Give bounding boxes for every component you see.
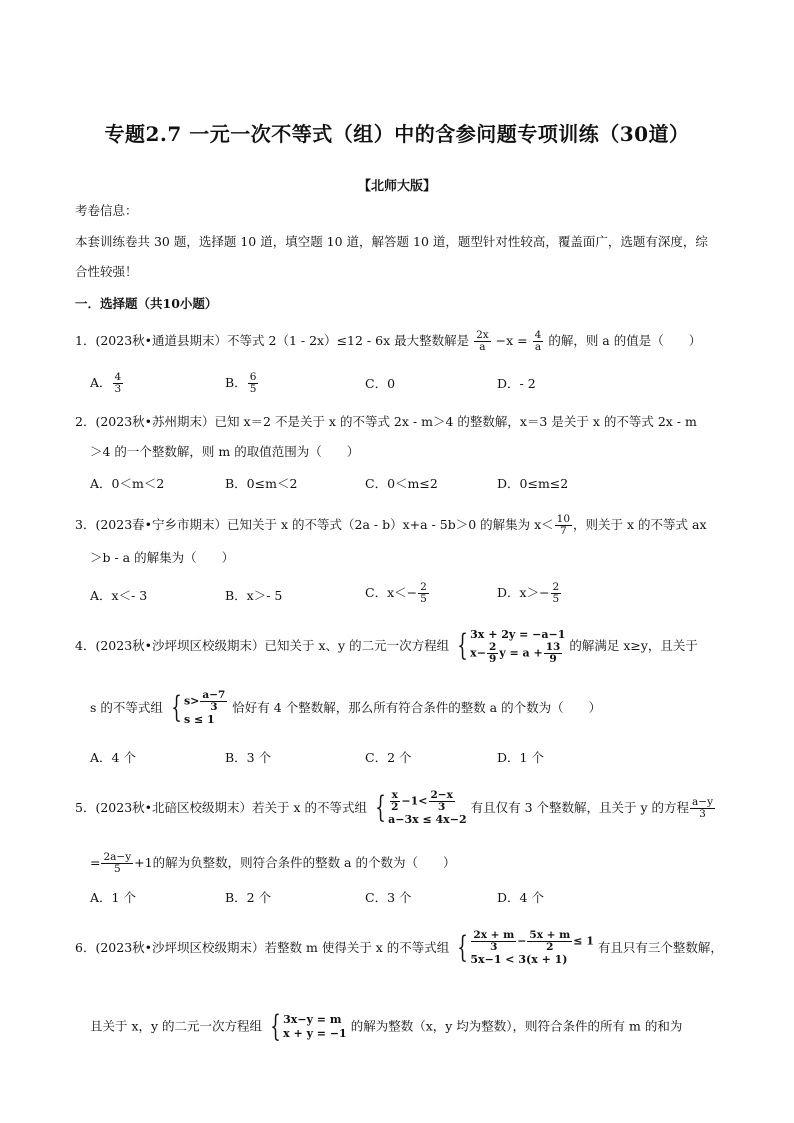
q1-mid: −x =	[495, 333, 528, 349]
q6-inequality-system	[453, 930, 594, 967]
q6-eq-lines	[283, 1013, 347, 1041]
question-2-line-2: ＞4 的一个整数解，则 m 的取值范围为（ ）	[90, 444, 360, 459]
q5-eq2-num: 2a−y	[103, 851, 132, 863]
q5-line2-suffix: +1的解为负整数，则符合条件的整数 a 的个数为（ ）	[134, 855, 456, 871]
edition-label: 【北师大版】	[357, 179, 436, 194]
q6-line2-suffix: 的解为整数（x，y 均为整数），则符合条件的所有 m 的和为	[350, 1018, 683, 1034]
q6-sys-eq2: x + y = −1	[283, 1027, 347, 1040]
q5-eq2-frac	[101, 852, 133, 875]
q3-optC-den: 5	[420, 593, 427, 606]
q4-sys2-b: y = a +	[499, 646, 543, 660]
q3-optD-num: 2	[552, 581, 560, 593]
q3-line1-suffix: ，则关于 x 的不等式 ax	[573, 517, 707, 533]
q4-sys-eq2	[470, 642, 565, 665]
q4-sys2-frac	[487, 642, 498, 665]
q4-ineq1-a: s>	[183, 694, 200, 708]
q6-ineq1	[470, 930, 594, 953]
q3-option-c-frac	[418, 582, 429, 605]
q6-ineq1-end: ≤ 1	[573, 934, 594, 948]
q6-ineq1-b-num: 5x + m	[529, 929, 571, 941]
q6-ineq1-a-num: 2x + m	[473, 929, 515, 941]
q4-suffix: 的解满足 x≥y，且关于	[569, 637, 698, 653]
q1-option-a-frac	[113, 372, 124, 395]
q4-line2-prefix: s 的不等式组	[90, 699, 163, 715]
q1-prefix: 1．(2023秋•通道县期末）不等式 2（1 - 2x）≤12 - 6x 最大整数解是	[75, 333, 470, 349]
q4-sys2-frac2-den: 9	[549, 652, 557, 665]
q4-sys2-frac-num: 2	[488, 640, 497, 653]
q6-prefix: 6．(2023秋•沙坪坝区校级期末）若整数 m 使得关于 x 的不等式组	[75, 939, 450, 955]
q5-ineq1	[388, 790, 467, 813]
q6-suffix: 有且只有三个整数解，	[597, 939, 723, 955]
q3-optC-num: 2	[420, 581, 427, 593]
q5-ineq-lines	[388, 790, 467, 827]
page-title: 专题2.7 一元一次不等式（组）中的含参问题专项训练（30道）	[104, 122, 690, 146]
q5-inequality-system	[371, 790, 467, 827]
q1-frac2-den: a	[534, 341, 542, 354]
q3-frac-num: 10	[556, 513, 571, 525]
q4-option-a: A．4 个	[90, 750, 136, 765]
q3-option-c	[365, 582, 430, 605]
q4-ineq-brace: {	[171, 690, 182, 726]
q4-ineq1-den: 3	[210, 701, 218, 714]
q6-brace: {	[457, 930, 469, 966]
question-3-line-2: ＞b - a 的解集为（ ）	[90, 550, 235, 565]
info-label: 考卷信息：	[75, 203, 138, 218]
q1-option-b-label: B．	[225, 375, 247, 391]
q6-ineq1-frac-a	[471, 930, 516, 953]
q5-ineq2: a−3x ≤ 4x−2	[388, 813, 467, 827]
question-6-line-2	[90, 1009, 683, 1044]
q3-line1-prefix: 3．(2023春•宁乡市期末）已知关于 x 的不等式（2a - b）x+a - 5b＞0 的解集为 x＜	[75, 517, 554, 533]
q3-fraction	[555, 514, 572, 537]
q3-option-d-frac	[551, 582, 562, 605]
q5-option-d: D．4 个	[497, 890, 544, 905]
question-5-line-1	[75, 790, 716, 827]
q6-ineq-lines	[470, 930, 594, 967]
q5-eq-frac	[690, 797, 715, 820]
question-6-line-1	[75, 930, 723, 967]
q4-sys2-frac2	[544, 642, 563, 665]
q4-brace: {	[457, 628, 468, 664]
q6-ineq1-b-den: 2	[546, 941, 554, 954]
question-3-line-1	[75, 514, 707, 537]
q3-option-d-label: D．x＞−	[497, 585, 550, 601]
q6-ineq2: 5x−1 < 3(x + 1)	[470, 953, 568, 967]
q5-eq-num: a−y	[692, 795, 714, 808]
q1-option-b-frac	[248, 372, 259, 395]
q6-eq-brace: {	[270, 1009, 281, 1044]
q4-system-lines	[470, 628, 565, 665]
q2-option-a: A．0＜m＜2	[90, 476, 165, 491]
q5-ineq1-frac-a	[389, 790, 400, 813]
q5-option-b: B．2 个	[225, 890, 272, 905]
q5-ineq1-b-den: 3	[438, 801, 446, 814]
q1-optB-num: 6	[249, 371, 257, 383]
q5-ineq1-a-num: x	[391, 789, 398, 801]
q4-line2-suffix: 恰好有 4 个整数解，那么所有符合条件的整数 a 的个数为（ ）	[232, 699, 602, 715]
q1-frac1-num: 2x	[476, 329, 489, 341]
q4-sys2-frac-den: 9	[488, 652, 497, 665]
q2-option-d: D．0≤m≤2	[497, 476, 569, 491]
q1-suffix: 的解，则 a 的值是（ ）	[548, 333, 702, 349]
q4-ineq2: s ≤ 1	[183, 713, 215, 727]
q3-frac-den: 7	[559, 525, 567, 538]
q5-eq2-den: 5	[113, 863, 121, 876]
q1-option-a	[90, 372, 124, 395]
info-line-2: 合性较强！	[75, 264, 138, 279]
q5-prefix: 5．(2023秋•北碚区校级期末）若关于 x 的不等式组	[75, 799, 368, 815]
q2-option-c: C．0＜m≤2	[365, 476, 438, 491]
q1-option-d: D．- 2	[497, 376, 536, 391]
info-line-1: 本套训练卷共 30 题，选择题 10 道，填空题 10 道，解答题 10 道，题型针对性较高，覆盖面广，选题有深度，综	[75, 234, 708, 249]
question-1-stem	[75, 330, 701, 353]
q4-ineq1-num: a−7	[202, 689, 226, 701]
q5-ineq1-a-den: 2	[391, 801, 399, 814]
q5-option-a: A．1 个	[90, 890, 136, 905]
q1-optA-den: 3	[114, 383, 122, 396]
question-4-line-2	[90, 690, 601, 727]
question-2-line-1: 2．(2023秋•苏州期末）已知 x＝2 不是关于 x 的不等式 2x - m＞4 的整数解，x＝3 是关于 x 的不等式 2x - m	[75, 414, 697, 429]
q4-ineq1-frac	[200, 690, 227, 713]
q4-prefix: 4．(2023秋•沙坪坝区校级期末）已知关于 x、y 的二元一次方程组	[75, 637, 450, 653]
q6-sys-eq1: 3x−y = m	[283, 1013, 342, 1027]
q5-line2-prefix: =	[90, 855, 101, 871]
q5-eq-den: 3	[699, 807, 706, 820]
q1-option-b	[225, 372, 259, 395]
q3-option-b: B．x＞- 5	[225, 588, 283, 603]
q6-equation-system	[266, 1009, 347, 1044]
question-5-line-2	[90, 852, 455, 875]
q2-option-b: B．0≤m＜2	[225, 476, 298, 491]
q6-line2-prefix: 且关于 x，y 的二元一次方程组	[90, 1018, 263, 1034]
q5-mid: 有且仅有 3 个整数解，且关于 y 的方程	[470, 799, 690, 815]
q1-frac2-num: 4	[534, 329, 542, 341]
q1-option-a-label: A．	[90, 375, 112, 391]
q6-ineq1-frac-b	[527, 930, 572, 953]
q4-option-b: B．3 个	[225, 750, 272, 765]
q1-option-c: C．0	[365, 376, 396, 391]
q6-ineq1-a-den: 3	[490, 941, 498, 954]
question-4-line-1	[75, 628, 698, 665]
q4-option-d: D．1 个	[497, 750, 544, 765]
q4-inequality-system	[167, 690, 228, 727]
q4-ineq1	[184, 690, 228, 713]
q5-brace: {	[375, 790, 386, 826]
q5-option-c: C．3 个	[365, 890, 412, 905]
q4-ineq-lines	[184, 690, 228, 727]
q4-sys2-frac2-num: 13	[545, 640, 561, 653]
section-heading-choice: 一．选择题（共10小题）	[75, 296, 218, 311]
q5-ineq1-frac-b	[429, 790, 455, 813]
q6-ineq1-mid: −	[517, 934, 527, 948]
q3-optD-den: 5	[552, 593, 560, 606]
q3-option-d	[497, 582, 562, 605]
q1-optB-den: 5	[249, 383, 257, 396]
q3-option-a: A．x＜- 3	[90, 588, 148, 603]
q1-optA-num: 4	[114, 371, 122, 383]
q4-sys2-a: x−	[470, 646, 486, 660]
q5-ineq1-b-num: 2−x	[430, 789, 453, 801]
q1-fraction-2	[533, 330, 544, 353]
q4-sys-eq1: 3x + 2y = −a−1	[470, 628, 566, 641]
q4-equation-system	[453, 628, 565, 665]
q1-fraction-1	[474, 330, 491, 353]
q3-option-c-label: C．x＜−	[365, 585, 418, 601]
q5-ineq1-mid: −1<	[401, 794, 428, 808]
q1-frac1-den: a	[479, 341, 486, 354]
q4-option-c: C．2 个	[365, 750, 412, 765]
